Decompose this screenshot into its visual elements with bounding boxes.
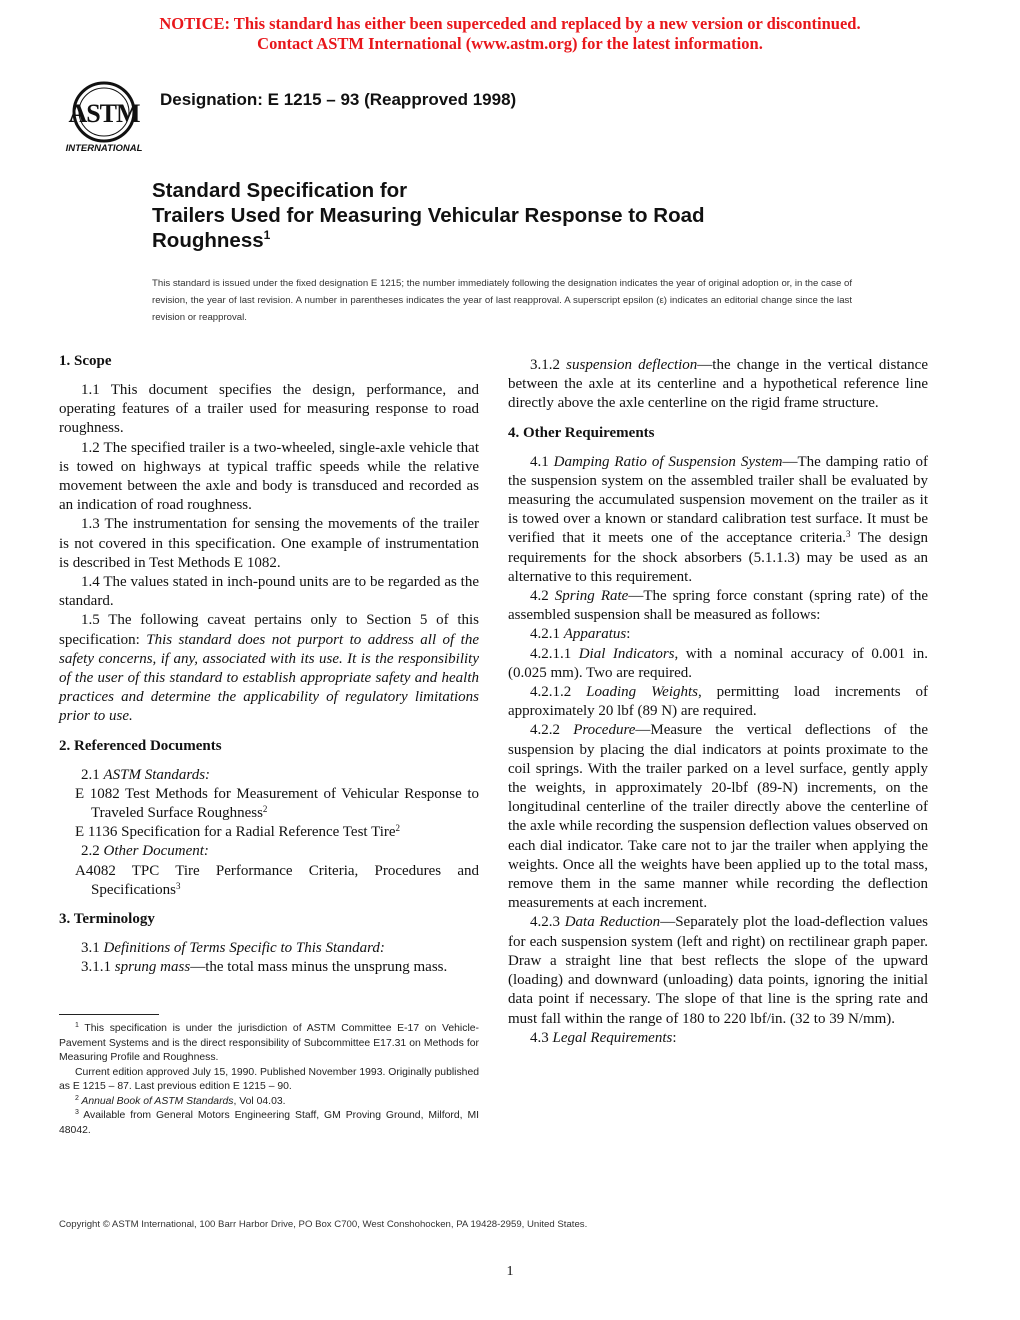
footnote-1-text: This specification is under the jurisdiction of ASTM Committee E-17 on Vehicle-Pavement Systems and is the direct responsibility of Subcommittee E17.31 on Methods for Measuring Profile and Roughness.: [59, 1023, 479, 1063]
para-4-3: [508, 1029, 928, 1048]
para-4-2-2: [508, 721, 928, 913]
section-1-heading: 1. Scope: [59, 353, 112, 369]
term-legal-requirements: Legal Requirements: [552, 1029, 673, 1046]
para-3-1-1-num: 3.1.1: [81, 959, 115, 976]
para-4-2-2-text: —Measure the vertical deflections of the suspension by placing the dial indicators at points proximate to the coil springs. With the trailer parked on a level surface, gently apply the weights, in approximately 20-lbf (89-N) increments, on the longitudinal centerline of the trailer directly above the centerline of the axle while recording the suspension deflection values observed on each dial indicator. Take care not to jar the trailer when applying the weights. Once all the weights have been applied up to the total mass, remove them in the same manner while recording the deflection measurements at each increment.: [508, 722, 928, 912]
notice-line-2: Contact ASTM International (www.astm.org) for the latest information.: [257, 34, 763, 53]
para-4-2-text: —The spring force constant (spring rate) of the assembled suspension shall be measured as follows:: [508, 588, 928, 624]
para-4-2-3-text: —Separately plot the load-deflection values for each suspension system (left and right) on rectilinear graph paper. Draw a straight line that best reflects the slope of the upward (loading) and downward (unloading) data points, ignoring the initial data point if necessary. The slope of that line is the spring rate and must fall within the range of 180 to 220 lbf/in. (32 to 39 N/mm).: [508, 914, 928, 1027]
section-3-heading: 3. Terminology: [59, 911, 155, 928]
term-loading-weights: Loading Weights: [586, 684, 699, 701]
para-4-2-2-num: 4.2.2: [530, 722, 574, 739]
footnote-1: [59, 1022, 479, 1066]
para-3-1-num: 3.1: [81, 940, 104, 957]
para-1-4: 1.4 The values stated in inch-pound units are to be regarded as the standard.: [59, 574, 479, 610]
document-title: [152, 178, 852, 253]
safety-caveat: This standard does not purport to address all of the safety concerns, if any, associated with its use. It is the responsibility of the user of this standard to establish appropriate safety and health practices and determine the applicability of regulatory limitations prior to use.: [59, 631, 479, 725]
page-number: 1: [506, 1264, 514, 1279]
ref-e1136-text: E 1136 Specification for a Radial Reference Test Tire: [75, 824, 396, 841]
footnote-3: [59, 1109, 479, 1138]
ref-a4082-sup: 3: [175, 880, 181, 891]
para-2-1: [59, 766, 479, 785]
notice-line-1: NOTICE: This standard has either been superceded and replaced by a new version or discontinued.: [159, 14, 861, 33]
left-column: [59, 352, 479, 977]
footnote-2-title: Annual Book of ASTM Standards: [78, 1095, 234, 1107]
para-3-1: [59, 939, 479, 958]
para-4-2-1-2: [508, 683, 928, 721]
ref-a4082-text: A4082 TPC Tire Performance Criteria, Procedures and Specifications: [75, 862, 479, 898]
title-footnote-ref: 1: [263, 228, 271, 242]
para-2-2-label: Other Document:: [103, 843, 209, 860]
title-line-3: [152, 228, 852, 253]
para-1-1: 1.1 This document specifies the design, performance, and operating features of a trailer used for measuring response to road roughness.: [59, 382, 479, 437]
para-4-2-1-2-text: , permitting load increments of approximately 20 lbf (89 N) are required.: [508, 684, 928, 720]
para-4-2-3-num: 4.2.3: [530, 914, 565, 931]
section-4-heading: 4. Other Requirements: [508, 424, 655, 441]
title-line-2: Trailers Used for Measuring Vehicular Response to Road: [152, 204, 705, 227]
para-4-2: [508, 587, 928, 625]
term-sprung-mass: sprung mass: [114, 959, 191, 976]
supersession-notice: [0, 14, 1020, 54]
footnote-3-text: Available from General Motors Engineering Staff, GM Proving Ground, Milford, MI 48042.: [59, 1110, 479, 1136]
right-column: [508, 356, 928, 1048]
para-2-1-label: ASTM Standards:: [103, 766, 211, 783]
para-4-2-num: 4.2: [530, 588, 555, 605]
title-line-3-text: Roughness: [152, 229, 264, 252]
term-apparatus: Apparatus: [563, 626, 627, 643]
term-suspension-deflection: suspension deflection: [566, 357, 698, 373]
para-4-3-text: :: [672, 1029, 677, 1046]
para-3-1-2: [508, 356, 928, 414]
issue-statement: This standard is issued under the fixed designation E 1215; the number immediately following the designation indicates the year of original adoption or, in the case of revision, the year of last revision. A number in parentheses indicates the year of last reapproval. A superscript epsilon (ε) indicates an editorial change since the last revision or reapproval.: [152, 278, 852, 323]
footnote-2-text: , Vol 04.03.: [233, 1095, 286, 1107]
para-4-2-1: [508, 625, 928, 644]
section-2-heading: 2. Referenced Documents: [59, 737, 222, 754]
footnote-2: [59, 1095, 479, 1110]
astm-logo: [60, 78, 148, 154]
term-data-reduction: Data Reduction: [564, 914, 661, 931]
term-spring-rate: Spring Rate: [554, 588, 629, 605]
term-dial-indicators: Dial Indicators: [578, 645, 675, 662]
para-4-2-1-text: :: [626, 626, 631, 643]
para-2-2: [59, 842, 479, 861]
term-procedure: Procedure: [573, 722, 636, 739]
logo-letters: ASTM: [68, 99, 140, 128]
footnote-1-edition: Current edition approved July 15, 1990. Published November 1993. Originally published as E 1215 – 87. Last previous edition E 1215 – 90.: [59, 1066, 479, 1092]
footnote-3-marker: 3: [75, 1109, 79, 1116]
ref-a4082: [75, 862, 479, 900]
para-4-1: [508, 453, 928, 587]
ref-e1136: [75, 823, 479, 842]
para-3-1-1-text: —the total mass minus the unsprung mass.: [190, 959, 448, 976]
para-4-1-sup: 3: [846, 529, 851, 540]
para-4-2-3: [508, 913, 928, 1028]
title-line-1: Standard Specification for: [152, 179, 408, 202]
para-4-1-num: 4.1: [530, 453, 554, 470]
ref-e1136-sup: 2: [395, 823, 401, 834]
para-4-2-1-1-text: , with a nominal accuracy of 0.001 in. (0.025 mm). Two are required.: [508, 645, 928, 681]
designation: Designation: E 1215 – 93 (Reapproved 1998): [160, 90, 517, 109]
para-4-2-1-num: 4.2.1: [530, 626, 564, 643]
para-1-2: 1.2 The specified trailer is a two-wheeled, single-axle vehicle that is towed on highways at typical traffic speeds while the relative movement between the axle and body is transduced and recorded as an indication of road roughness.: [59, 439, 479, 514]
para-4-2-1-1: [508, 645, 928, 683]
para-3-1-2-num: 3.1.2: [530, 357, 567, 373]
para-4-3-num: 4.3: [530, 1029, 553, 1046]
para-4-1-text-a: —The damping ratio of the suspension system on the assembled trailer shall be evaluated by measuring the accumulated suspension movement on the trailer as it is towed over a known or standard calibration test surface. It must be verified that it meets one of the acceptance criteria.: [508, 453, 929, 547]
term-damping-ratio: Damping Ratio of Suspension System: [553, 453, 783, 470]
footnote-divider: [59, 1014, 159, 1015]
para-1-5-text: 1.5 The following caveat pertains only to Section 5 of this specification:: [59, 612, 479, 648]
para-1-5: [59, 611, 479, 726]
para-4-2-1-1-num: 4.2.1.1: [530, 645, 579, 662]
para-3-1-1: [59, 958, 479, 977]
footnotes: [59, 1022, 479, 1138]
para-3-1-label: Definitions of Terms Specific to This Standard:: [103, 940, 385, 957]
ref-e1082: [75, 785, 479, 823]
footnote-2-marker: 2: [75, 1094, 79, 1102]
copyright-line: Copyright © ASTM International, 100 Barr Harbor Drive, PO Box C700, West Conshohocken, PA 19428-2959, United States.: [59, 1219, 588, 1230]
para-4-1-text-b: The design requirements for the shock absorbers (5.1.1.3) may be used as an alternative to this requirement.: [508, 530, 928, 585]
footnote-1-marker: 1: [75, 1022, 79, 1029]
ref-e1082-sup: 2: [262, 804, 268, 815]
para-2-1-num: 2.1: [81, 766, 104, 783]
logo-international: INTERNATIONAL: [65, 143, 143, 154]
para-1-3: 1.3 The instrumentation for sensing the movements of the trailer is not covered in this specification. One example of instrumentation is described in Test Methods E 1082.: [59, 516, 479, 571]
para-3-1-2-text: —the change in the vertical distance between the axle at its centerline and a hypothetical reference line directly above the axle centerline on the rigid frame structure.: [508, 357, 928, 412]
ref-e1082-text: E 1082 Test Methods for Measurement of Vehicular Response to Traveled Surface Roughness: [75, 785, 479, 822]
para-2-2-num: 2.2: [81, 843, 104, 860]
para-4-2-1-2-num: 4.2.1.2: [530, 684, 587, 701]
